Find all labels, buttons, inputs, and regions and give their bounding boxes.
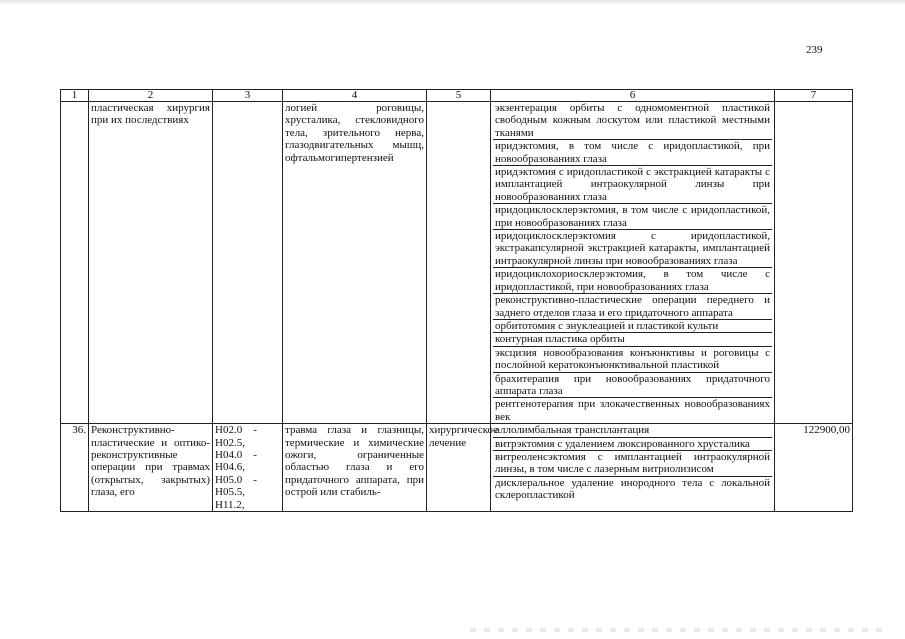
scan-artifact: [470, 628, 890, 632]
col-header-7: 7: [775, 90, 853, 102]
method-item: витрэктомия с удалением люксированного хрусталика: [493, 438, 772, 451]
col-header-4: 4: [283, 90, 427, 102]
cell-patient-model: логией роговицы, хрусталика, стекловидного тела, зрительного нерва, глазодвигательных мышц, офтальмогипертензией: [283, 102, 427, 424]
cell-name: пластическая хирургия при их последствиях: [89, 102, 213, 424]
method-item: брахитерапия при новообразованиях придаточного аппарата глаза: [495, 372, 770, 397]
cell-cost: 122900,00: [775, 424, 853, 512]
method-item: иридоциклохориосклерэктомия, в том числе с иридопластикой, при новообразованиях глаза: [495, 268, 770, 293]
cell-codes: H02.0 - H02.5, H04.0 - H04.6, H05.0 - H05.5, H11.2,: [213, 424, 283, 512]
table-row-continuation: [61, 102, 853, 424]
cell-number: [61, 102, 89, 424]
procedures-table: [60, 89, 853, 512]
method-item: рентгенотерапия при злокачественных новообразованиях век: [495, 398, 770, 423]
method-item: аллолимбальная трансплантация: [493, 424, 772, 437]
cell-methods: [491, 102, 775, 424]
method-item: иридэктомия, в том числе с иридопластикой, при новообразованиях глаза: [495, 140, 770, 165]
header-row: [61, 90, 853, 102]
cell-number: 36.: [61, 424, 89, 512]
method-item: экзентерация орбиты с одномоментной пластикой свободным кожным лоскутом или пластикой местными тканями: [495, 102, 770, 139]
cell-treatment: [427, 102, 491, 424]
cell-codes: [213, 102, 283, 424]
method-item: реконструктивно-пластические операции переднего и заднего отделов глаза и его придаточного аппарата: [495, 294, 770, 319]
method-item: витреоленсэктомия с имплантацией интраокулярной линзы, в том числе с лазерным витриолизисом: [495, 450, 770, 476]
col-header-2: 2: [89, 90, 213, 102]
cell-patient-model: травма глаза и глазницы, термические и химические ожоги, ограниченные областью глаза и его придаточного аппарата, при острой или стабиль-: [283, 424, 427, 512]
method-item: орбитотомия с энуклеацией и пластикой культи: [493, 320, 772, 333]
col-header-3: 3: [213, 90, 283, 102]
col-header-6: 6: [491, 90, 775, 102]
method-item: контурная пластика орбиты: [493, 333, 772, 346]
cell-cost: [775, 102, 853, 424]
method-item: дисклеральное удаление инородного тела с локальной склеропластикой: [495, 476, 770, 502]
page-number: 239: [806, 44, 823, 56]
table-row-36: [61, 424, 853, 512]
cell-treatment: хирургическое лечение: [427, 424, 491, 512]
col-header-1: 1: [61, 90, 89, 102]
method-item: эксцизия новообразования конъюнктивы и роговицы с послойной кератоконъюнктивальной пластикой: [495, 346, 770, 372]
cell-methods: [491, 424, 775, 512]
method-item: иридоциклосклерэктомия с иридопластикой, экстракапсулярной экстракцией катаракты, имплантацией интраокулярной линзы при новообразованиях глаза: [495, 230, 770, 267]
cell-name: Реконструктивно-пластические и оптико-реконструктивные операции при травмах (открытых, закрытых) глаза, его: [89, 424, 213, 512]
scan-artifact: [0, 0, 905, 6]
col-header-5: 5: [427, 90, 491, 102]
method-item: иридоциклосклерэктомия, в том числе с иридопластикой, при новообразованиях глаза: [495, 204, 770, 229]
method-item: иридэктомия с иридопластикой с экстракцией катаракты с имплантацией интраокулярной линзы при новообразованиях глаза: [495, 166, 770, 203]
